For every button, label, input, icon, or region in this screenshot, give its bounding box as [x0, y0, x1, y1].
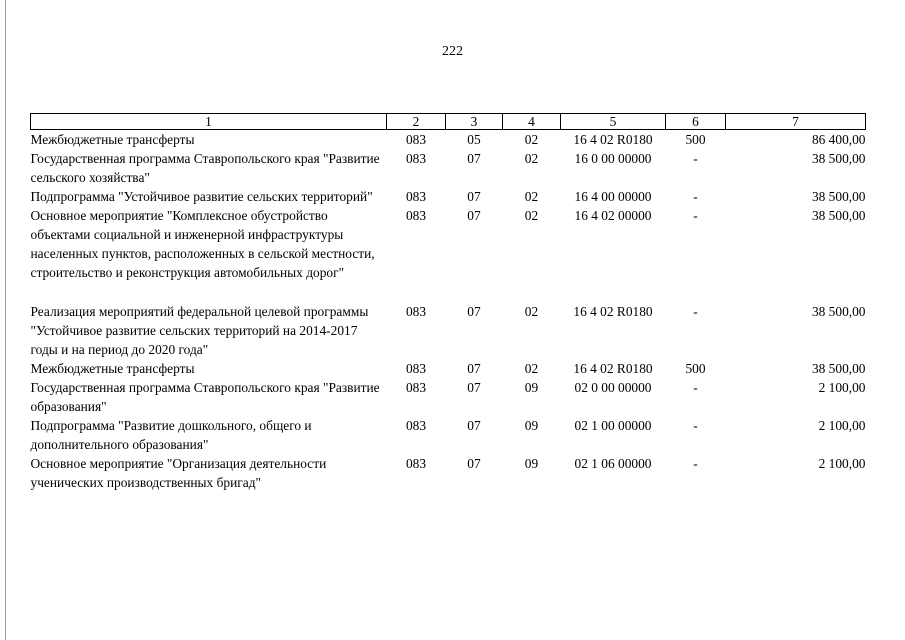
subsection-code: 02: [524, 189, 539, 204]
column-header: 2: [387, 114, 446, 130]
target-article-code: 16 4 02 R0180: [573, 132, 653, 147]
section-code: 07: [467, 456, 481, 471]
target-article-code: 16 4 00 00000: [574, 189, 652, 204]
header-row: [31, 114, 866, 130]
spacer-cell: [31, 282, 866, 302]
margin-rule: [5, 0, 6, 640]
target-article-code: 16 4 02 00000: [574, 208, 652, 223]
amount: 86 400,00: [811, 132, 866, 147]
section-code: 05: [467, 132, 481, 147]
item-name: Основное мероприятие "Организация деятельности ученических производственных бригад": [30, 456, 327, 490]
table-row: [31, 130, 866, 150]
amount: 38 500,00: [811, 189, 866, 204]
page-number: 222: [442, 44, 463, 59]
table-row: [31, 187, 866, 206]
section-code: 07: [467, 151, 481, 166]
ministry-code: 083: [405, 380, 427, 395]
target-article-code: 02 1 00 00000: [574, 418, 652, 433]
table-row: [31, 149, 866, 187]
expense-type-code: -: [693, 151, 698, 166]
expense-type-code: -: [693, 380, 698, 395]
item-name: Государственная программа Ставропольского края "Развитие образования": [30, 380, 380, 414]
item-name: Подпрограмма "Развитие дошкольного, общего и дополнительного образования": [30, 418, 312, 452]
budget-table: [30, 113, 866, 492]
ministry-code: 083: [405, 361, 427, 376]
table-row: [31, 206, 866, 282]
subsection-code: 02: [524, 151, 539, 166]
target-article-code: 16 4 02 R0180: [573, 361, 653, 376]
section-code: 07: [467, 208, 481, 223]
subsection-code: 09: [524, 418, 539, 433]
amount: 38 500,00: [811, 208, 866, 223]
expense-type-code: -: [693, 418, 698, 433]
table-row: [31, 454, 866, 492]
column-header: 5: [561, 114, 666, 130]
table-row: [31, 302, 866, 359]
column-header: 3: [446, 114, 503, 130]
table-row: [31, 359, 866, 378]
ministry-code: 083: [405, 208, 427, 223]
expense-type-code: -: [693, 189, 698, 204]
item-name: Основное мероприятие "Комплексное обустройство объектами социальной и инженерной инфраструктуры населенных пунктов, расположенных в сельской местности, строительство и реконструкция автомобильных дорог": [30, 208, 375, 280]
item-name: Межбюджетные трансферты: [30, 132, 195, 147]
subsection-code: 09: [524, 380, 539, 395]
section-code: 07: [467, 361, 481, 376]
amount: 2 100,00: [818, 456, 866, 471]
target-article-code: 16 4 02 R0180: [573, 304, 653, 319]
ministry-code: 083: [405, 132, 427, 147]
item-name: Реализация мероприятий федеральной целевой программы "Устойчивое развитие сельских территорий на 2014-2017 годы и на период до 2020 года": [30, 304, 369, 357]
ministry-code: 083: [405, 418, 427, 433]
section-code: 07: [467, 418, 481, 433]
subsection-code: 02: [524, 132, 539, 147]
amount: 2 100,00: [818, 418, 866, 433]
target-article-code: 02 0 00 00000: [574, 380, 652, 395]
ministry-code: 083: [405, 151, 427, 166]
column-header: 7: [726, 114, 866, 130]
target-article-code: 16 0 00 00000: [574, 151, 652, 166]
column-header: 4: [503, 114, 561, 130]
expense-type-code: 500: [685, 132, 706, 147]
item-name: Государственная программа Ставропольского края "Развитие сельского хозяйства": [30, 151, 380, 185]
amount: 38 500,00: [811, 151, 866, 166]
expense-type-code: 500: [685, 361, 706, 376]
column-header: 1: [31, 114, 387, 130]
section-code: 07: [467, 304, 481, 319]
expense-type-code: -: [693, 456, 698, 471]
subsection-code: 02: [524, 208, 539, 223]
expense-type-code: -: [693, 208, 698, 223]
amount: 2 100,00: [818, 380, 866, 395]
amount: 38 500,00: [811, 304, 866, 319]
section-code: 07: [467, 189, 481, 204]
column-header: 6: [666, 114, 726, 130]
ministry-code: 083: [405, 456, 427, 471]
subsection-code: 02: [524, 361, 539, 376]
section-code: 07: [467, 380, 481, 395]
subsection-code: 09: [524, 456, 539, 471]
expense-type-code: -: [693, 304, 698, 319]
table-row: [31, 378, 866, 416]
amount: 38 500,00: [811, 361, 866, 376]
table-row: [31, 416, 866, 454]
item-name: Межбюджетные трансферты: [30, 361, 195, 376]
spacer-row: [31, 282, 866, 302]
ministry-code: 083: [405, 189, 427, 204]
target-article-code: 02 1 06 00000: [574, 456, 652, 471]
subsection-code: 02: [524, 304, 539, 319]
item-name: Подпрограмма "Устойчивое развитие сельских территорий": [30, 189, 373, 204]
ministry-code: 083: [405, 304, 427, 319]
